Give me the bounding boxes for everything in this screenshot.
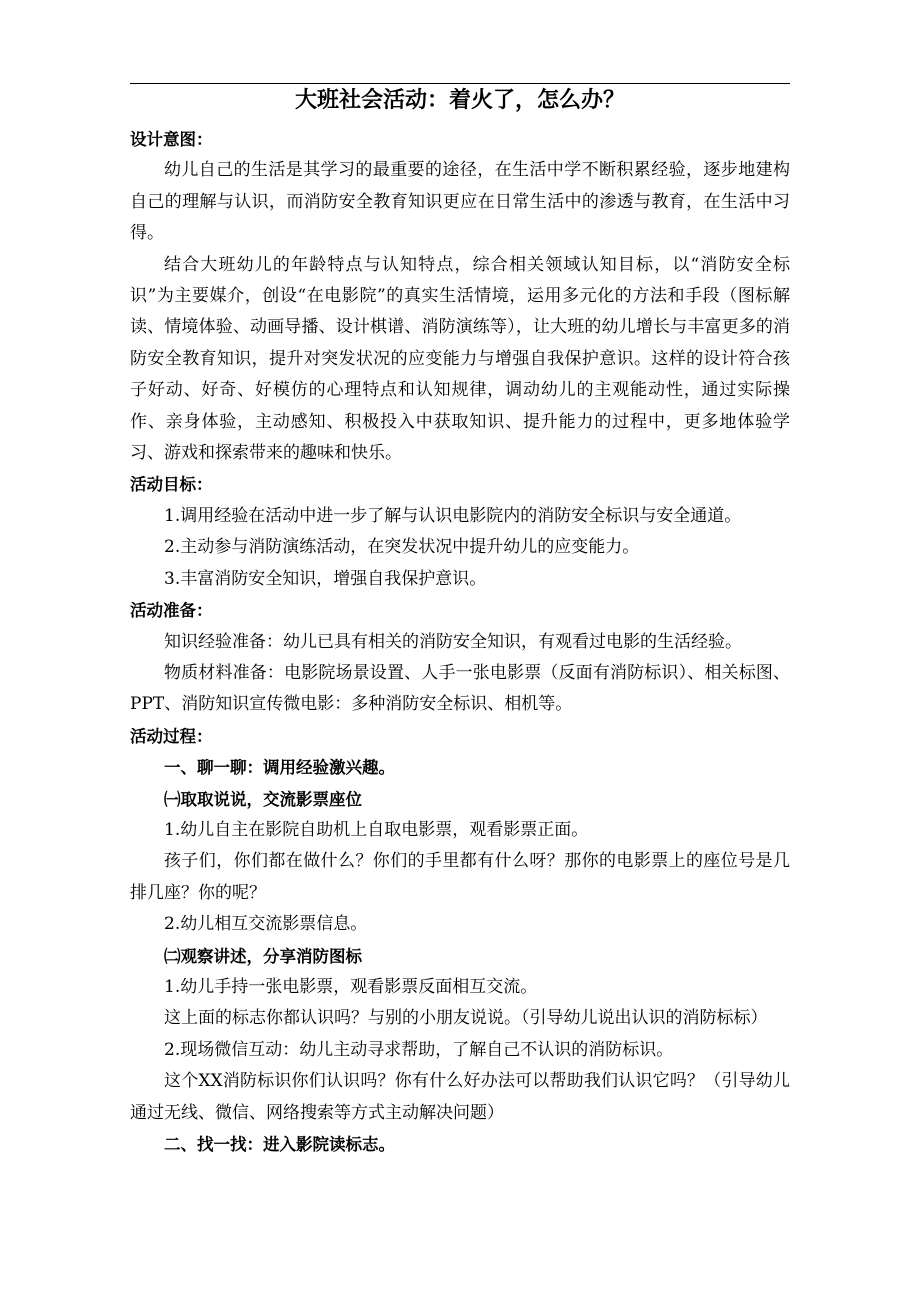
preparation-item: 物质材料准备：电影院场景设置、人手一张电影票（反面有消防标识）、相关标图、PPT、消防知识宣传微电影：多种消防安全标识、相机等。	[130, 662, 790, 715]
goal-item: 1.调用经验在活动中进一步了解与认识电影院内的消防安全标识与安全通道。	[164, 505, 742, 526]
process-line: 1.幼儿手持一张电影票，观看影票反面相互交流。	[164, 976, 538, 997]
document-body	[130, 88, 790, 1160]
paragraph: 幼儿自己的生活是其学习的最重要的途径，在生活中学不断积累经验，逐步地建构自己的理解与认识，而消防安全教育知识更应在日常生活中的渗透与教育，在生活中习得。	[130, 160, 790, 244]
goal-item: 2.主动参与消防演练活动，在突发状况中提升幼儿的应变能力。	[164, 537, 640, 558]
header-rule	[130, 83, 790, 84]
section-heading-design-intent: 设计意图：	[130, 130, 213, 149]
process-line: 2.幼儿相互交流影票信息。	[164, 914, 368, 935]
process-part-title: 二、找一找：进入影院读标志。	[164, 1135, 395, 1154]
process-subsection-title: ㈠取取说说，交流影票座位	[164, 789, 362, 809]
process-line: 2.现场微信互动：幼儿主动寻求帮助，了解自己不认识的消防标识。	[164, 1039, 674, 1060]
document-title: 大班社会活动：着火了，怎么办？	[294, 88, 625, 113]
section-heading-process: 活动过程：	[130, 726, 213, 746]
process-line: 这个XX消防标识你们认识吗？你有什么好办法可以帮助我们认识它吗？（引导幼儿通过无线、微信、网络搜索等方式主动解决问题）	[130, 1071, 790, 1123]
process-subsection-title: ㈡观察讲述，分享消防图标	[164, 946, 362, 966]
goal-item: 3.丰富消防安全知识，增强自我保护意识。	[164, 568, 487, 589]
paragraph: 结合大班幼儿的年龄特点与认知特点，综合相关领域认知目标，以“消防安全标识”为主要媒介，创设“在电影院”的真实生活情境，运用多元化的方法和手段（图标解读、情境体验、动画导播、设计棋谱、消防演练等），让大班的幼儿增长与丰富更多的消防安全教育知识，提升对突发状况的应变能力与增强自我保护意识。这样的设计符合孩子好动、好奇、好模仿的心理特点和认知规律，调动幼儿的主观能动性，通过实际操作、亲身体验，主动感知、积极投入中获取知识、提升能力的过程中，更多地体验学习、游戏和探索带来的趣味和快乐。	[130, 254, 790, 464]
section-heading-preparation: 活动准备：	[130, 601, 213, 621]
process-part-title: 一、聊一聊：调用经验激兴趣。	[164, 758, 395, 778]
section-heading-goals: 活动目标：	[130, 475, 213, 495]
process-line: 1.幼儿自主在影院自助机上自取电影票，观看影票正面。	[164, 819, 589, 840]
preparation-item: 知识经验准备：幼儿已具有相关的消防安全知识，有观看过电影的生活经验。	[164, 631, 742, 652]
process-line: 这上面的标志你都认识吗？与别的小朋友说说。（引导幼儿说出认识的消防标标）	[164, 1008, 768, 1029]
process-line: 孩子们，你们都在做什么？你们的手里都有什么呀？那你的电影票上的座位号是几排几座？你的呢？	[130, 851, 790, 903]
